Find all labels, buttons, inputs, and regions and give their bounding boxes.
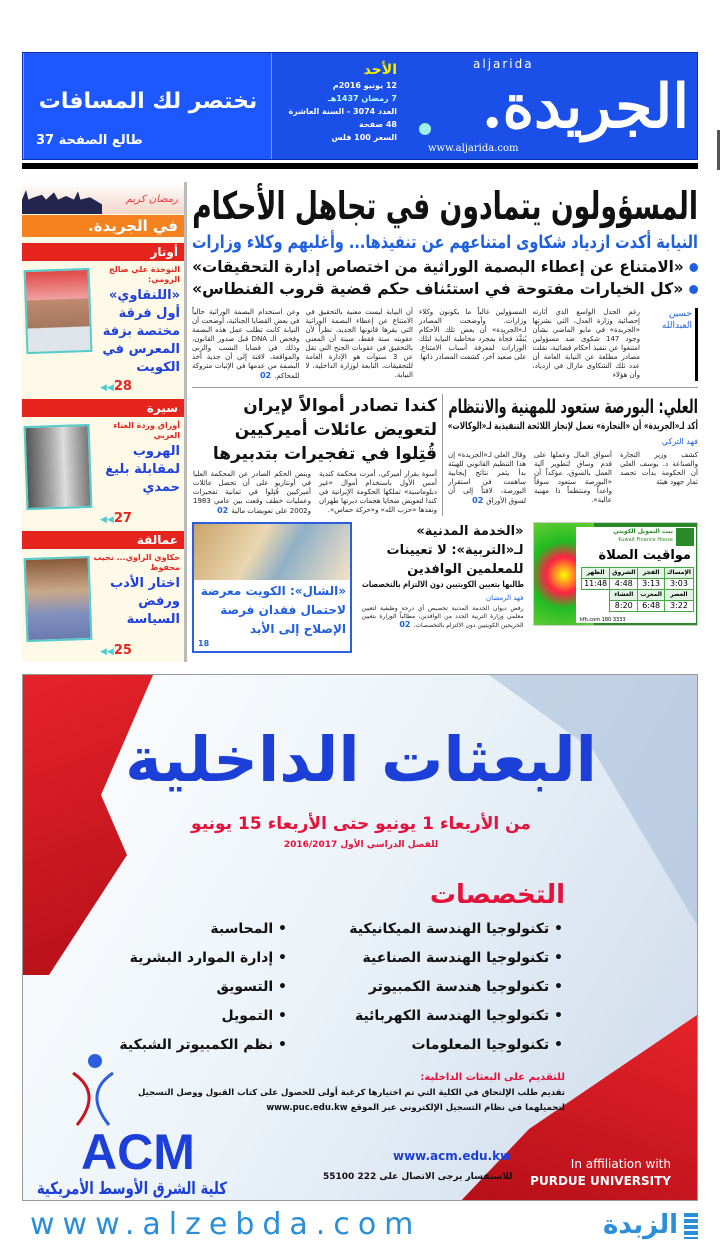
lead-column	[419, 308, 527, 381]
sidebar-kicker: النوخذة علي صالح الرومي:	[108, 265, 180, 284]
prayer-name: الإمساك	[664, 568, 693, 579]
ad-dates: من الأربعاء 1 يونيو حتى الأربعاء 15 يونيو	[191, 814, 531, 834]
canada-column	[193, 470, 311, 516]
lead-column	[533, 308, 641, 381]
sidebar-item[interactable]	[22, 399, 184, 526]
shall-title: «الشال»: الكويت معرضة لاحتمال فقدان فرصة الإصلاح إلى الأبد	[200, 584, 346, 636]
continued-link[interactable]: 02	[217, 506, 229, 515]
prayer-times-table	[581, 567, 694, 612]
kfh-phone: kfh.com 180 3333	[580, 617, 626, 623]
kfh-logo-icon	[676, 528, 694, 546]
slogan: نختصر لك المسافات	[38, 89, 258, 114]
sidebar-story-link[interactable]: اختار الأدب ورفض السياسة	[110, 576, 180, 627]
sidebar-in-this-issue	[22, 182, 187, 662]
civil-subhead: طالبها بتعيين الكويتيين دون الالتزام بالتخصصات	[361, 580, 524, 590]
lead-column	[306, 308, 414, 381]
prayer-time: 6:48	[638, 601, 664, 612]
civil-headline[interactable]: «الخدمة المدنية» لـ«التربية»: لا تعيينات للمعلمين الوافدين	[386, 524, 524, 577]
masthead-rule	[22, 163, 698, 169]
bourse-column	[448, 451, 526, 506]
prayer-name: الفجر	[638, 568, 664, 579]
civil-body-text: رفض ديوان الخدمة المدنية تخصيص أي درجة وظيفية لتعيين معلمي وزارة التربية الجدد من الوافدين، مطالباً الوزارة بتعيين الخريجين الكويتيين دون الالتزام بالتخصصات.	[361, 605, 524, 629]
issue-day: الأحد	[363, 62, 397, 78]
sidebar-item[interactable]	[22, 243, 184, 394]
prayer-time: 11:48	[582, 579, 610, 590]
lead-column-text: رغم الجدل الواسع الذي أثارته إحصائية وزارة العدل، التي نشرتها «الجريدة» في مايو الماضي بشأن وجود 147 شكوى ضد مسؤولين امتنعوا عن تنفيذ أحكام قضائية، نقلت مصادر مطلعة عن النيابة العامة أن عدد تلك الشكاوى مازال في ازدياد، وأن هؤلاء	[532, 308, 640, 379]
bourse-subhead: أكد لـ«الجريدة» أن «التجارة» تعمل لإنجاز اللائحة التنفيذية لـ«الوكالات»	[447, 421, 698, 432]
page-ref: ◀◀25	[100, 643, 132, 658]
prayer-time: 4:48	[610, 579, 638, 590]
lead-column-text: المسؤولين غالباً ما يكونون وكلاء وزارات. وأوضحت المصادر لـ«الجريدة» أن بعض تلك الأحكام يُنفَّذ فجأة بمجرد مخاطبة النيابة لتلك الوزارات لمعرفة أسباب الامتناع. على صعيد آخر، كشفت المصادر ذاتها	[419, 308, 527, 361]
lead-column-text: وعن استخدام البصمة الوراثية حالياً في بعض القضايا الجنائية، أوضحت أن النيابة كانت تطلب عمل هذه البصمة وفحص الـ DNA قبل صدور القانون، وذلك في قضايا النسب والزنى والمواقعة، لافتة إلى أن جدية أخذ البصمة من عدمها في الإثبات متروكة للمحاكم.	[192, 308, 300, 380]
arrow-icon: ◀◀	[100, 515, 114, 525]
issue-number: العدد 3074 - السنة العاشرة	[288, 107, 397, 116]
spec-item: • تكنولوجيا الهندسة الميكانيكية	[313, 920, 563, 938]
section-bar: سيرة	[22, 399, 184, 417]
bourse-columns	[448, 451, 698, 506]
canada-column: أسوة بقرار أميركي، أمرت محكمة كندية أمس الأول باستخدام أموال «غير دبلوماسية» تملكها الحكومة الإيرانية في كندا لتعويض ضحايا هجمات دبرتها طهران ونفذها «حزب الله» و«حركة حماس».	[319, 470, 437, 514]
alzebda-logo[interactable]: الزبدة	[603, 1210, 678, 1240]
spec-item: • تكنولوجيا الهندسة الكهربائية	[313, 1007, 563, 1025]
apply-title: للتقديم على البعثات الداخلية:	[420, 1072, 565, 1083]
prayer-time: 3:13	[638, 579, 664, 590]
second-stories-row	[192, 394, 698, 516]
ad-semester: للفصل الدراسي الأول 2016/2017	[283, 840, 439, 850]
canada-headline[interactable]: كندا تصادر أموالاً لإيران لتعويض عائلات أميركيين قُتِلوا في تفجيرات بتدبيرها	[212, 396, 437, 464]
main-column	[192, 182, 698, 653]
column-divider	[442, 394, 443, 516]
arrow-icon: ◀◀	[100, 383, 114, 393]
footer	[22, 1205, 698, 1249]
photo-sira	[24, 424, 93, 510]
spec-item: • تكنولوجيا المعلومات	[313, 1036, 563, 1054]
section-bar: أوتار	[22, 243, 184, 261]
acm-college-name: كلية الشرق الأوسط الأمريكية	[36, 1179, 228, 1199]
bourse-column: كشف وزير التجارة والصناعة د. يوسف العلي أن الحكومة بدأت تحصد ثمار جهود هيئة	[620, 451, 698, 486]
purdue-university: PURDUE UNIVERSITY	[530, 1174, 671, 1188]
spec-item: • التسويق	[57, 978, 287, 996]
acm-phone: للاستفسار يرجى الاتصال على 222 55100	[323, 1172, 513, 1182]
kfh-sponsor-en: Kuwait Finance House	[618, 537, 673, 543]
alzebda-url[interactable]: www.alzebda.com	[30, 1207, 422, 1242]
bourse-column: أسواق المال وعملها على قدم وساق لتطوير آلية العمل بالسوق، مؤكداً أن «البورصة ستعود سوقاً واعداً ومنتظماً ذا مهنية عالية».	[534, 451, 612, 504]
page-ref: 18	[198, 639, 210, 648]
bourse-story	[448, 394, 698, 516]
apply-line: تقديم طلب الإلتحاق في الكلية التي تم اختيارها كرغبة أولى للحصول على كتاب القبول ووصل التسجيل	[138, 1088, 565, 1098]
canada-column-text: وينص الحكم الصادر عن المحكمة العليا في أونتاريو على أن تحصل عائلات أميركيين قُتِلوا في ثمانية تفجيرات وعمليات خطف وقعت بين عامي 1983 و2002 على تعويضات مالية	[193, 470, 311, 515]
photo-mahfouz	[24, 556, 93, 642]
money-photo	[194, 524, 350, 580]
continued-link[interactable]: 02	[472, 496, 484, 505]
page-ref: ◀◀28	[100, 379, 132, 394]
prayer-name: العصر	[664, 590, 693, 601]
page-ref: ◀◀27	[100, 511, 132, 526]
site-url[interactable]: www.aljarida.com	[428, 143, 519, 154]
ad-title: البعثات الداخلية	[125, 723, 597, 796]
lead-column	[192, 308, 300, 381]
issue-hijri-date: 7 رمضان 1437هـ	[328, 94, 397, 103]
logo-dot-icon	[419, 123, 431, 135]
lead-body	[192, 308, 698, 381]
issue-info	[271, 53, 403, 159]
masthead	[22, 52, 698, 160]
acm-website-link[interactable]: www.acm.edu.kw	[393, 1149, 512, 1163]
issue-price: السعر 100 فلس	[331, 133, 397, 142]
shall-box[interactable]	[192, 522, 352, 653]
spec-item: • التمويل	[57, 1007, 287, 1025]
lead-bullet: «الامتناع عن إعطاء البصمة الوراثية من اختصاص إدارة التحقيقات»	[217, 256, 698, 278]
lead-column-text: أن النيابة ليست معنية بالتحقيق في الامتناع عن إعطاء البصمة الوراثية التي يقرها قانونها الجديد، نظراً لأن عقوبته سنة فقط، مبينة أن المعني بالتحقيق في عقوبات الجنح التي تقل عن 3 سنوات هو الإدارة العامة للتحقيقات، التابعة لوزارة الداخلية، لا النيابة.	[305, 308, 413, 379]
sidebar-banner: في الجريدة.	[22, 215, 184, 237]
prayer-name: الظهر	[582, 568, 610, 579]
arrow-icon: ◀◀	[100, 647, 114, 657]
bourse-column-text: وقال العلي لـ«الجريدة» إن هذا التنظيم القانوني للهيئة بدأ يثمر نتائج إيجابية ساهمت في استقرار البورصة، لافتاً إلى أن لسوق الأوراق	[448, 451, 526, 505]
page-content	[22, 182, 698, 1249]
prayer-time: 3:03	[664, 579, 693, 590]
byline: فهد الرمضان	[485, 594, 524, 602]
spec-item: • تكنولوجيا الهندسة الصناعية	[313, 949, 563, 967]
kfh-sponsor: بيت التمويل الكويتي	[613, 528, 673, 535]
third-stories-row	[192, 522, 698, 653]
sidebar-story-link[interactable]: «اللنقاوي» أول فرقة مختصة بزفة المعرس في الكويت	[102, 288, 180, 375]
slogan-panel[interactable]	[23, 53, 271, 159]
prayer-time: 8:20	[610, 601, 638, 612]
alzebda-lines-icon	[684, 1213, 698, 1239]
section-divider	[192, 387, 698, 388]
prayer-name: الشروق	[610, 568, 638, 579]
continued-link[interactable]: 02	[399, 620, 411, 629]
sidebar-kicker: حكاوي الراوي... نجيب محفوظ	[93, 553, 180, 572]
apply-line: لتحميلهما في نظام التسجيل الإلكتروني عبر الموقع www.puc.edu.kw	[266, 1103, 565, 1113]
acm-advertisement[interactable]	[22, 674, 698, 1201]
spec-item: • إدارة الموارد البشرية	[57, 949, 287, 967]
specializations-title: التخصصات	[429, 880, 565, 910]
spec-item: • المحاسبة	[57, 920, 287, 938]
issue-date: 12 يونيو 2016م	[332, 81, 397, 90]
prayer-title: مواقيت الصلاة	[598, 548, 691, 563]
prayer-times-box	[533, 522, 698, 626]
acm-emblem-icon	[63, 1053, 123, 1127]
civil-story	[362, 522, 524, 653]
byline: فهد التركي	[661, 437, 698, 446]
spec-item: • نظم الكمبيوتر الشبكية	[57, 1036, 287, 1054]
newspaper-logo[interactable]: الجريدة.	[481, 72, 689, 142]
photo-oud	[24, 268, 93, 354]
issue-pages: 48 صفحة	[358, 120, 397, 129]
canada-story	[192, 394, 437, 516]
news-area	[22, 182, 698, 662]
sidebar-kicker: أوراق وردة الغناء العربي	[113, 421, 180, 440]
sidebar-story-link[interactable]: الهروب لمقابلة بليغ حمدي	[105, 444, 180, 495]
acm-logo: ACM	[81, 1124, 195, 1180]
logo-latin: aljarida	[473, 57, 534, 71]
lead-headline[interactable]: المسؤولون يتمادون في تجاهل الأحكام	[192, 184, 699, 228]
prayer-name: المغرب	[638, 590, 664, 601]
spec-item: • تكنولوجيا هندسة الكمبيوتر	[313, 978, 563, 996]
sidebar-header	[22, 182, 184, 238]
section-bar: عمالقة	[22, 531, 184, 549]
byline: حسين العبدالله	[646, 308, 698, 381]
affiliation-label: In affiliation with	[570, 1157, 671, 1171]
lead-subhead: النيابة أكدت ازدياد شكاوى امتناعهم عن تنفيذها... وأغلبهم وكلاء وزارات	[191, 232, 698, 253]
bourse-headline[interactable]: العلي: البورصة ستعود للمهنية والانتظام	[448, 396, 698, 418]
prayer-name: العشاء	[610, 590, 638, 601]
prayer-time: 3:22	[664, 601, 693, 612]
slogan-page-ref: طالع الصفحة 37	[36, 133, 143, 148]
ramadan-greeting: رمضان كريم	[125, 194, 178, 205]
lead-bullet: «كل الخيارات مفتوحة في استئناف حكم قضية قروب الفنطاس»	[203, 278, 698, 300]
civil-body	[362, 605, 524, 630]
canada-columns	[192, 470, 437, 516]
continued-link[interactable]: 02	[259, 371, 272, 380]
sidebar-item[interactable]	[22, 531, 184, 658]
